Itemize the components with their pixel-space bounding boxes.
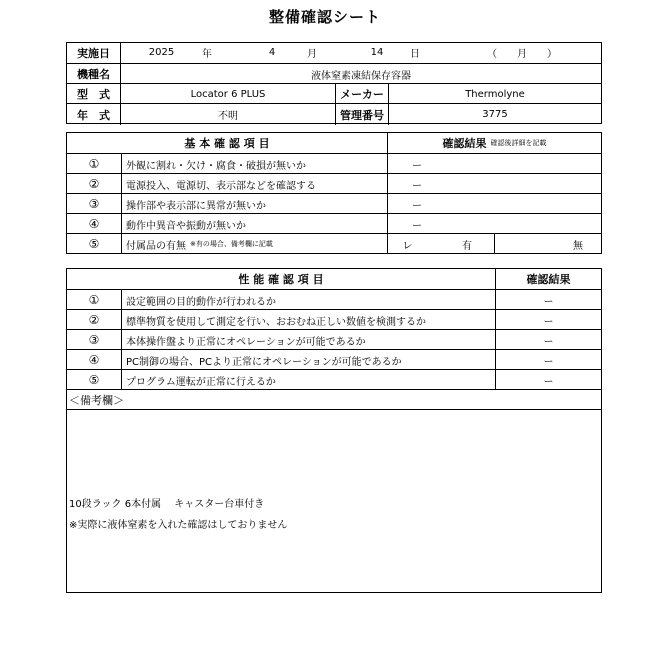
perf-item-text: PC制御の場合、PCより正常にオペレーションが可能であるか: [121, 350, 495, 370]
perf-header-row: [67, 268, 601, 289]
perf-item-no: ①: [88, 293, 100, 307]
basic-row-4: [67, 213, 601, 234]
basic-item-result: ー: [387, 174, 601, 194]
basic-row-5: [67, 233, 601, 254]
mgmt-label: 管理番号: [335, 104, 388, 125]
date-weekday: （ 月 ）: [487, 49, 557, 60]
year-row: [67, 103, 601, 125]
model-label: 型 式: [77, 88, 110, 101]
header-info-table: [66, 42, 602, 124]
date-row: [67, 42, 601, 63]
perf-item-no: ④: [88, 353, 100, 367]
name-value: 液体窒素凍結保存容器: [120, 64, 601, 84]
perf-item-no: ③: [88, 333, 100, 347]
perf-header-result: 確認結果: [495, 268, 601, 289]
date-label: 実施日: [77, 46, 110, 60]
basic-header-items: 基 本 確 認 項 目: [184, 136, 270, 150]
basic-item-result: ー: [387, 154, 601, 174]
basic-item-no: ①: [88, 157, 100, 171]
model-value: Locator 6 PLUS: [120, 84, 335, 104]
basic-item-result: ー: [387, 194, 601, 214]
accessory-check-mark: レ: [387, 234, 427, 254]
date-day-unit: 日: [410, 49, 420, 60]
year-label: 年 式: [77, 108, 110, 122]
basic-item-no: ④: [88, 217, 100, 231]
maker-value: Thermolyne: [388, 84, 601, 104]
name-row: [67, 63, 601, 84]
perf-item-no: ⑤: [88, 373, 100, 387]
basic-item-text: 電源投入、電源切、表示部などを確認する: [121, 174, 387, 194]
accessory-yes-label: 有: [462, 240, 472, 252]
perf-row-5: [67, 369, 601, 390]
date-month-unit: 月: [307, 49, 317, 60]
date-day: 14: [370, 47, 384, 58]
perf-row-4: [67, 349, 601, 370]
basic-item-no: ⑤: [88, 237, 100, 251]
basic-check-table: [66, 132, 602, 254]
perf-row-3: [67, 329, 601, 350]
perf-item-result: ー: [495, 350, 601, 370]
year-value: 不明: [120, 104, 335, 125]
basic-item-text: 操作部や表示部に異常が無いか: [121, 194, 387, 214]
remarks-line-2: ※実際に液体窒素を入れた確認はしておりません: [69, 520, 288, 531]
basic-header-row: [67, 132, 601, 153]
remarks-label-row: [67, 389, 601, 410]
name-label: 機種名: [77, 68, 110, 81]
perf-item-no: ②: [88, 313, 100, 327]
perf-item-text: 設定範囲の目的動作が行われるか: [121, 290, 495, 310]
sheet-title: 整備確認シート: [268, 8, 381, 26]
basic-row-2: [67, 173, 601, 194]
date-year: 2025: [120, 42, 202, 63]
mgmt-value: 3775: [388, 104, 601, 125]
perf-item-result: ー: [495, 310, 601, 330]
remarks-line-1: 10段ラック 6本付属 キャスター台車付き: [69, 499, 265, 510]
date-month: 4: [268, 47, 276, 58]
maker-label: メーカー: [335, 84, 388, 104]
basic-item-result: ー: [387, 214, 601, 234]
basic-row-3: [67, 193, 601, 214]
basic-item-text: 外観に割れ・欠け・腐食・破損が無いか: [121, 154, 387, 174]
accessory-no-label: 無: [494, 234, 601, 254]
model-row: [67, 83, 601, 104]
perf-row-1: [67, 289, 601, 310]
basic-item-no: ②: [88, 177, 100, 191]
perf-item-text: 標準物質を使用して測定を行い、おおむね正しい数値を検測するか: [121, 310, 495, 330]
remarks-body: [67, 409, 601, 594]
basic-item-no: ③: [88, 197, 100, 211]
perf-item-result: ー: [495, 370, 601, 390]
perf-row-2: [67, 309, 601, 330]
perf-item-text: 本体操作盤より正常にオペレーションが可能であるか: [121, 330, 495, 350]
perf-item-result: ー: [495, 330, 601, 350]
date-year-unit: 年: [202, 49, 212, 60]
perf-item-result: ー: [495, 290, 601, 310]
basic-item-text: 動作中異音や振動が無いか: [121, 214, 387, 234]
basic-header-result: 確認結果 確認後詳細を記載: [387, 132, 601, 153]
perf-item-text: プログラム運転が正常に行えるか: [121, 370, 495, 390]
remarks-label: ＜備考欄＞: [69, 394, 124, 407]
basic-item-text: 付属品の有無 ※有の場合、備考欄に記載: [121, 234, 387, 254]
performance-check-table: [66, 268, 602, 593]
perf-header-items: 性 能 確 認 項 目: [238, 272, 324, 286]
basic-row-1: [67, 153, 601, 174]
